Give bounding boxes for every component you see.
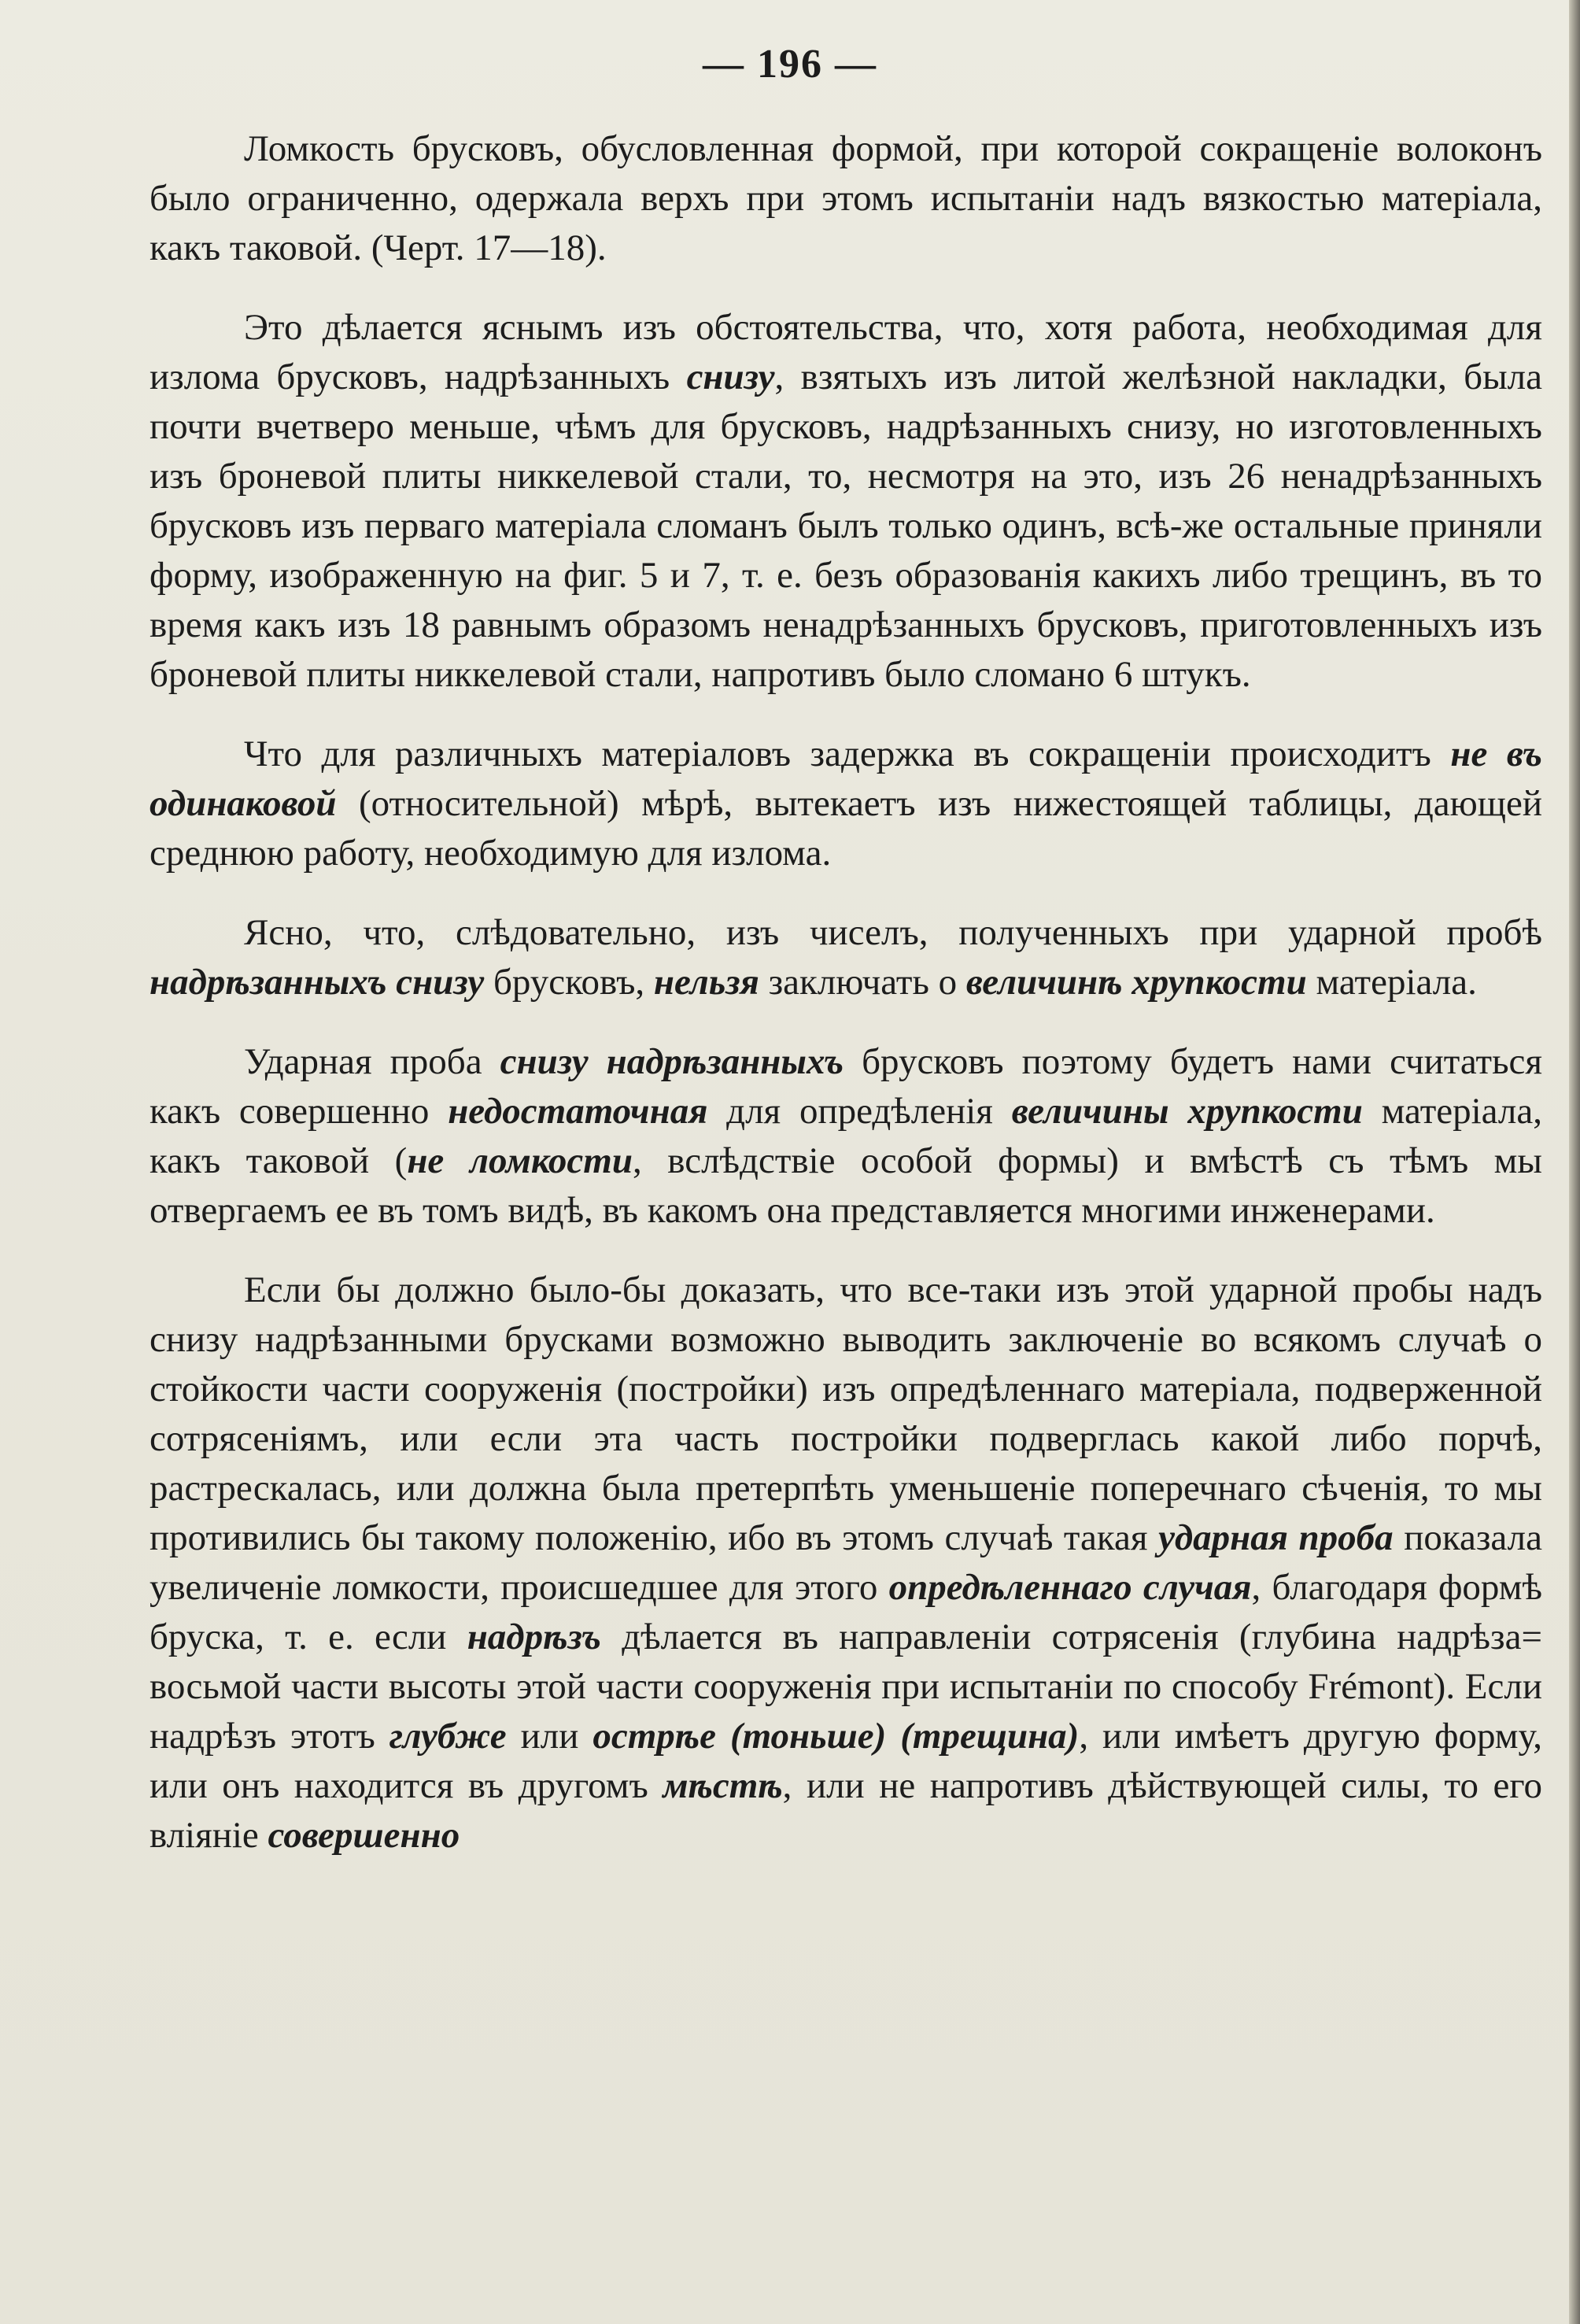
italic-segment: нельзя xyxy=(653,962,759,1003)
text-segment: , вслѣдствіе особой формы) и вмѣстѣ съ тѣмъ мы отвергаемъ ее въ томъ видѣ, въ какомъ она представляется многими инженерами. xyxy=(150,1140,1542,1231)
text-segment: , или не напротивъ дѣйствующей силы, то его вліяніе xyxy=(150,1765,1542,1856)
page-number: — 196 — xyxy=(703,42,877,87)
text-segment: Что для различныхъ матеріаловъ задержка въ сокращеніи происходитъ xyxy=(244,733,1451,774)
text-segment: , или имѣетъ другую форму, или онъ находится въ другомъ xyxy=(150,1716,1543,1806)
text-segment: заключать о xyxy=(759,962,966,1003)
italic-segment: недостаточная xyxy=(448,1091,708,1132)
text-segment: Это дѣлается яснымъ изъ обстоятельства, что, хотя работа, необходимая для излома брусковъ, надрѣзанныхъ xyxy=(150,307,1542,397)
italic-segment: снизу xyxy=(686,357,775,397)
italic-segment: опредѣленнаго случая xyxy=(888,1567,1252,1608)
paragraph-2 xyxy=(150,303,1542,700)
body-text xyxy=(150,124,1542,1890)
italic-segment: величинѣ хрупкости xyxy=(965,962,1307,1003)
italic-segment: совершенно xyxy=(268,1815,460,1856)
text-segment: Ясно, что, слѣдовательно, изъ чиселъ, полученныхъ при ударной пробѣ xyxy=(244,912,1542,953)
text-segment: Если бы должно было-бы доказать, что все-таки изъ этой ударной пробы надъ снизу надрѣзанными брусками возможно выводить заключеніе во всякомъ случаѣ о стойкости части сооруженія (постройки) изъ опредѣленнаго матеріала, подверженной сотрясеніямъ, или если эта часть постройки подверглась какой либо порчѣ, растрескалась, или должна была претерпѣть уменьшеніе поперечнаго сѣченія, то мы противились бы такому положенію, ибо въ этомъ случаѣ такая xyxy=(150,1269,1542,1558)
text-segment: матеріала. xyxy=(1306,962,1477,1003)
italic-segment: не въ одинаковой xyxy=(150,733,1542,824)
italic-segment: глубже xyxy=(389,1716,507,1757)
text-segment: или xyxy=(506,1716,593,1757)
italic-segment: мѣстѣ xyxy=(663,1765,783,1806)
paragraph-6 xyxy=(150,1265,1542,1860)
text-segment: матеріала, какъ таковой ( xyxy=(150,1091,1542,1181)
italic-segment: надрѣзъ xyxy=(467,1616,601,1657)
paragraph-3 xyxy=(150,730,1542,878)
text-segment: Ударная проба xyxy=(244,1041,500,1082)
text-segment: показала увеличеніе ломкости, происшедшее для этого xyxy=(150,1517,1542,1608)
italic-segment: надрѣзанныхъ снизу xyxy=(150,962,485,1003)
book-spine-edge xyxy=(1569,0,1580,2324)
text-segment: дѣлается въ направленіи сотрясенія (глубина надрѣза= восьмой части высоты этой части сооруженія при испытаніи по способу Frémont). Если надрѣзъ этотъ xyxy=(150,1616,1542,1757)
text-segment: , благодаря формѣ бруска, т. е. если xyxy=(150,1567,1542,1657)
italic-segment: величины хрупкости xyxy=(1011,1091,1363,1132)
paragraph-4 xyxy=(150,908,1542,1007)
text-segment: , взятыхъ изъ литой желѣзной накладки, была почти вчетверо меньше, чѣмъ для брусковъ, надрѣзанныхъ снизу, но изготовленныхъ изъ броневой плиты никкелевой стали, то, несмотря на это, изъ 26 ненадрѣзанныхъ брусковъ изъ перваго матеріала сломанъ былъ только одинъ, всѣ-же остальные приняли форму, изображенную на фиг. 5 и 7, т. е. безъ образованія какихъ либо трещинъ, въ то время какъ изъ 18 равнымъ образомъ ненадрѣзанныхъ брусковъ, приготовленныхъ изъ броневой плиты никкелевой стали, напротивъ было сломано 6 штукъ. xyxy=(150,357,1542,695)
text-segment: Ломкость брусковъ, обусловленная формой, при которой сокращеніе волоконъ было ограниченно, одержала верхъ при этомъ испытаніи надъ вязкостью матеріала, какъ таковой. (Черт. 17—18). xyxy=(150,128,1542,268)
text-segment: брусковъ, xyxy=(484,962,654,1003)
italic-segment: не ломкости xyxy=(407,1140,633,1181)
paragraph-1 xyxy=(150,124,1542,273)
italic-segment: острѣе (тоньше) (трещина) xyxy=(592,1716,1080,1757)
italic-segment: ударная проба xyxy=(1158,1517,1394,1558)
text-segment: брусковъ поэтому будетъ нами считаться какъ совершенно xyxy=(150,1041,1543,1132)
text-segment: для опредѣленія xyxy=(707,1091,1012,1132)
italic-segment: снизу надрѣзанныхъ xyxy=(500,1041,844,1082)
text-segment: (относительной) мѣрѣ, вытекаетъ изъ нижестоящей таблицы, дающей среднюю работу, необходимую для излома. xyxy=(150,783,1542,874)
paragraph-5 xyxy=(150,1037,1542,1236)
